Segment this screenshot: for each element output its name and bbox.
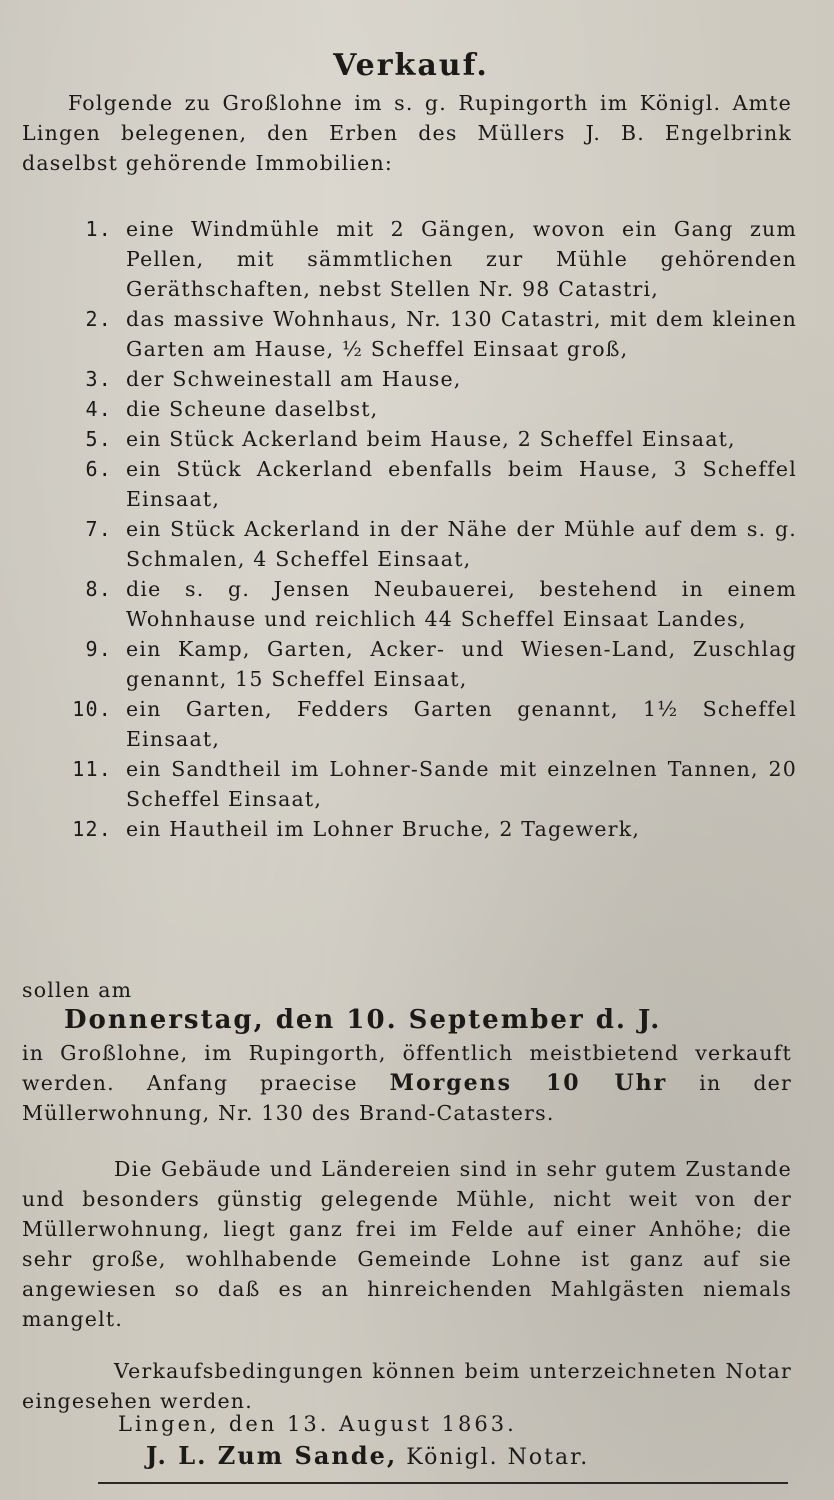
item-text: ein Stück Ackerland beim Hause, 2 Scheffel Einsaat, <box>126 427 736 451</box>
item-number: 12. <box>72 817 112 841</box>
list-item <box>52 754 797 814</box>
sollen-line: sollen am <box>22 978 133 1002</box>
list-item <box>52 514 797 574</box>
place-date: Lingen, den 13. August 1863. <box>118 1412 517 1436</box>
item-number: 7. <box>85 517 112 541</box>
intro-paragraph: Folgende zu Großlohne im s. g. Rupingorth im Königl. Amte Lingen belegenen, den Erben des Müllers J. B. Engelbrink daselbst gehörende Immobilien: <box>22 91 792 175</box>
sale-text-1: in Großlohne, im Rupingorth, öffentlich meistbietend verkauft werden. Anfang praecise <box>22 1041 792 1095</box>
item-number: 4. <box>85 397 112 421</box>
item-text: ein Sandtheil im Lohner-Sande mit einzelnen Tannen, 20 Scheffel Einsaat, <box>126 757 797 811</box>
list-item <box>52 634 797 694</box>
list-item <box>52 394 797 424</box>
item-text: der Schweinestall am Hause, <box>126 367 462 391</box>
item-text: ein Kamp, Garten, Acker- und Wiesen-Land, Zuschlag genannt, 15 Scheffel Einsaat, <box>126 637 797 691</box>
item-number: 11. <box>72 757 112 781</box>
item-number: 3. <box>85 367 112 391</box>
conditions-paragraph: Die Gebäude und Ländereien sind in sehr gutem Zustande und besonders günstig gelegende Mühle, nicht weit von der Müllerwohnung, liegt ganz frei im Felde auf einer Anhöhe; die sehr große, wohlhabende Gemeinde Lohne ist ganz auf sie angewiesen so daß es an hinreichenden Mahlgästen niemals mangelt. <box>22 1157 792 1331</box>
item-number: 10. <box>72 697 112 721</box>
list-item <box>52 574 797 634</box>
item-number: 6. <box>85 457 112 481</box>
notar-paragraph: Verkaufsbedingungen können beim unterzeichneten Notar eingesehen werden. <box>22 1359 792 1413</box>
item-text: ein Hautheil im Lohner Bruche, 2 Tagewerk, <box>126 817 641 841</box>
bottom-divider <box>98 1482 788 1484</box>
sale-text-2: in der Müllerwohnung, Nr. 130 des Brand-Catasters. <box>22 1071 793 1125</box>
list-item <box>52 814 797 844</box>
sale-paragraph <box>22 1038 792 1128</box>
item-text: eine Windmühle mit 2 Gängen, wovon ein Gang zum Pellen, mit sämmtlichen zur Mühle gehörenden Geräthschaften, nebst Stellen Nr. 98 Catastri, <box>126 217 797 301</box>
signature-title: Königl. Notar. <box>406 1445 590 1470</box>
item-text: die Scheune daselbst, <box>126 397 379 421</box>
item-number: 8. <box>85 577 112 601</box>
item-number: 2. <box>85 307 112 331</box>
signature-name: J. L. Zum Sande, <box>146 1441 398 1470</box>
notice-title: Verkauf. <box>333 48 489 83</box>
sale-time: Morgens 10 Uhr <box>389 1070 668 1096</box>
property-list <box>52 214 797 844</box>
item-text: ein Stück Ackerland ebenfalls beim Hause, 3 Scheffel Einsaat, <box>126 457 797 511</box>
list-item <box>52 304 797 364</box>
list-item <box>52 454 797 514</box>
item-text: ein Garten, Fedders Garten genannt, 1½ Scheffel Einsaat, <box>126 697 797 751</box>
notice-page <box>22 0 800 1500</box>
list-item <box>52 424 797 454</box>
signature <box>146 1441 589 1470</box>
list-item <box>52 364 797 394</box>
item-text: das massive Wohnhaus, Nr. 130 Catastri, mit dem kleinen Garten am Hause, ½ Scheffel Einsaat groß, <box>126 307 797 361</box>
list-item <box>52 214 797 304</box>
item-text: die s. g. Jensen Neubauerei, bestehend in einem Wohnhause und reichlich 44 Scheffel Einsaat Landes, <box>126 577 797 631</box>
auction-date: Donnerstag, den 10. September d. J. <box>64 1005 662 1035</box>
item-number: 5. <box>85 427 112 451</box>
item-number: 1. <box>85 217 112 241</box>
item-number: 9. <box>85 637 112 661</box>
list-item <box>52 694 797 754</box>
item-text: ein Stück Ackerland in der Nähe der Mühle auf dem s. g. Schmalen, 4 Scheffel Einsaat, <box>126 517 797 571</box>
